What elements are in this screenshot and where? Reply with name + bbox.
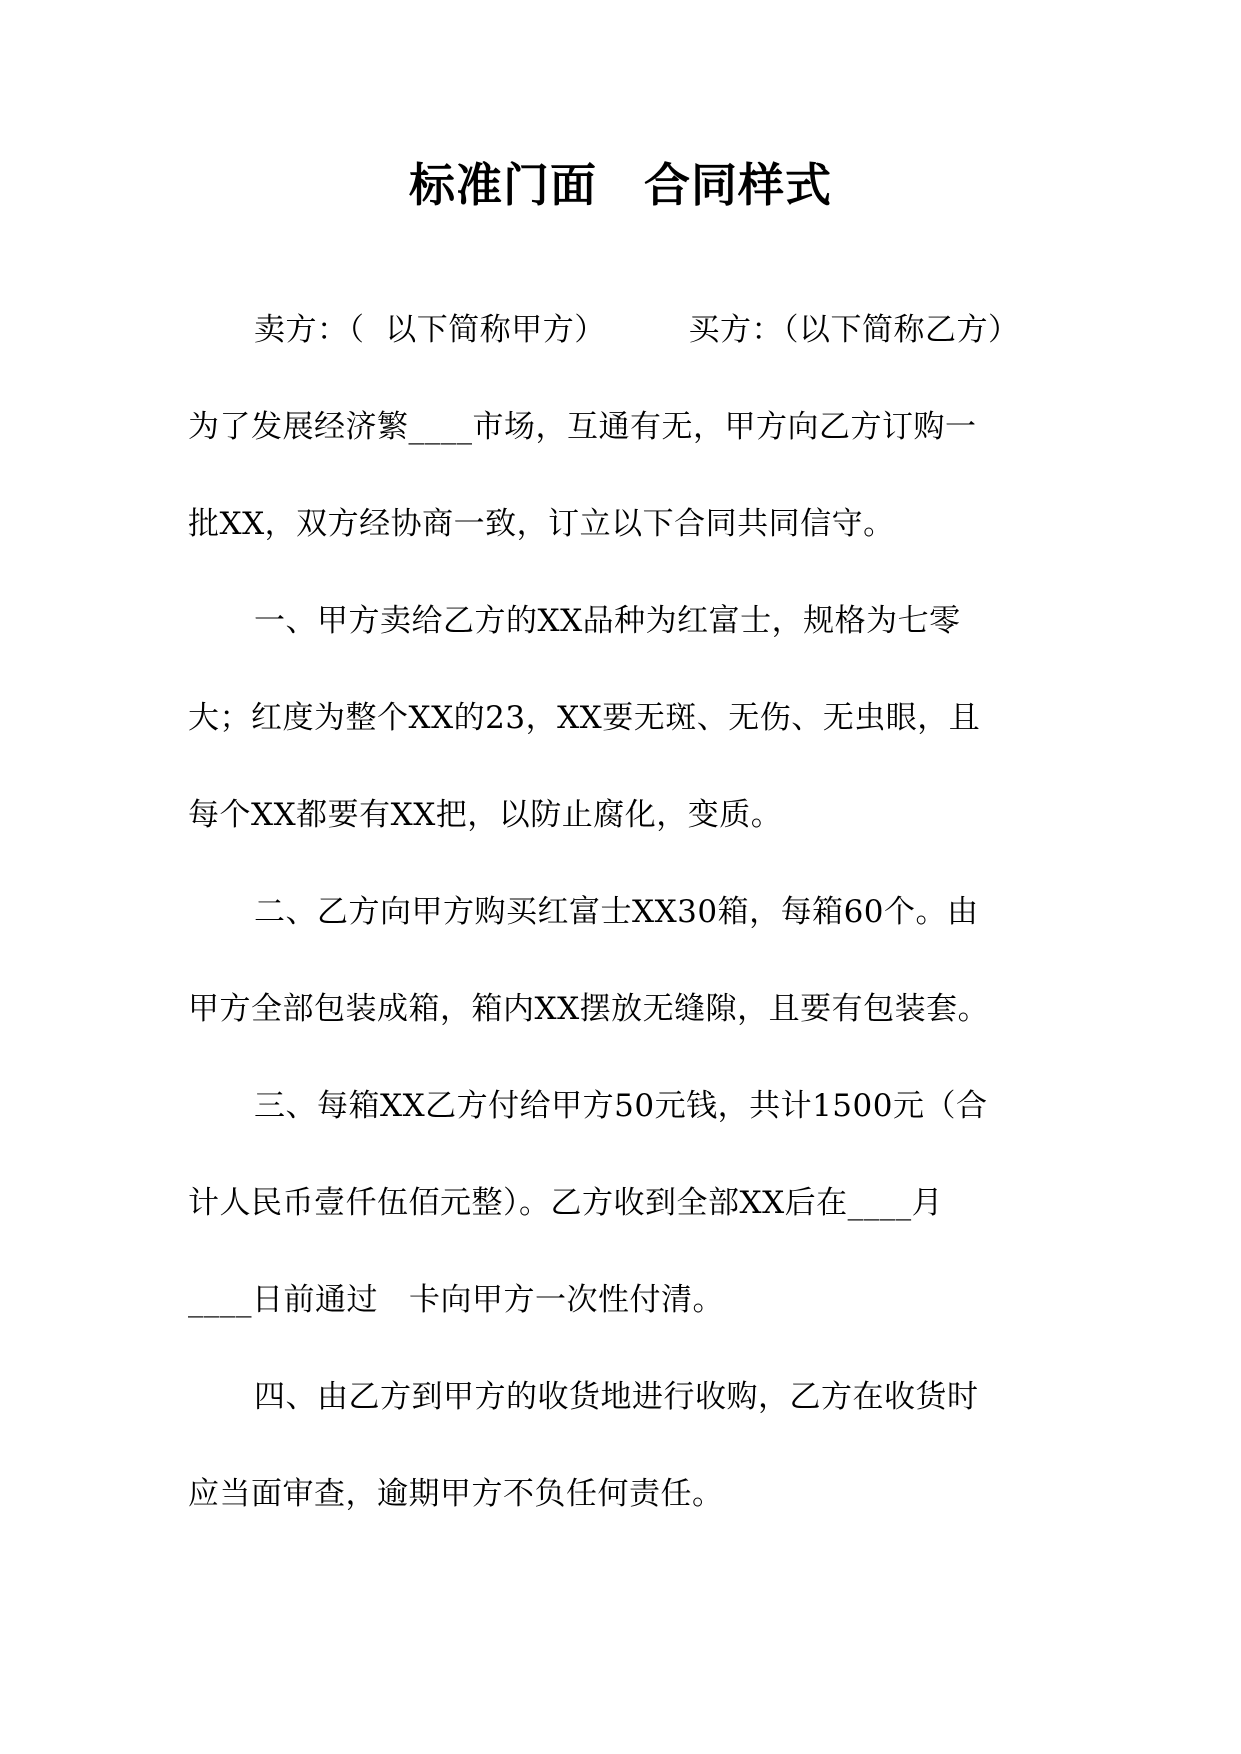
clause-3-line-2: 计人民币壹仟伍佰元整）。乙方收到全部XX后在____月 [188, 1185, 944, 1221]
clause-1-line-2: 大；红度为整个XX的23，XX要无斑、无伤、无虫眼，且 [188, 700, 981, 736]
clause-1-line-3: 每个XX都要有XX把，以防止腐化，变质。 [188, 797, 783, 833]
clause-1-line-1: 一、甲方卖给乙方的XX品种为红富士，规格为七零 [254, 603, 961, 639]
clause-2-line-2: 甲方全部包装成箱，箱内XX摆放无缝隙，且要有包装套。 [188, 991, 990, 1027]
preamble-line-2: 批XX，双方经协商一致，订立以下合同共同信守。 [188, 506, 895, 542]
clause-3-line-1: 三、每箱XX乙方付给甲方50元钱，共计1500元（合 [254, 1088, 988, 1124]
clause-4-line-1: 四、由乙方到甲方的收货地进行收购，乙方在收货时 [254, 1379, 979, 1415]
clause-4-line-2: 应当面审查，逾期甲方不负任何责任。 [188, 1476, 724, 1512]
preamble-line-1: 为了发展经济繁____市场，互通有无，甲方向乙方订购一 [188, 409, 977, 445]
clause-2-line-1: 二、乙方向甲方购买红富士XX30箱，每箱60个。由 [254, 894, 979, 930]
parties-line: 卖方：（ 以下简称甲方） 买方：（以下简称乙方） [254, 312, 1020, 348]
page-title: 标准门面 合同样式 [409, 158, 832, 212]
clause-3-line-3: ____日前通过 卡向甲方一次性付清。 [188, 1282, 725, 1318]
